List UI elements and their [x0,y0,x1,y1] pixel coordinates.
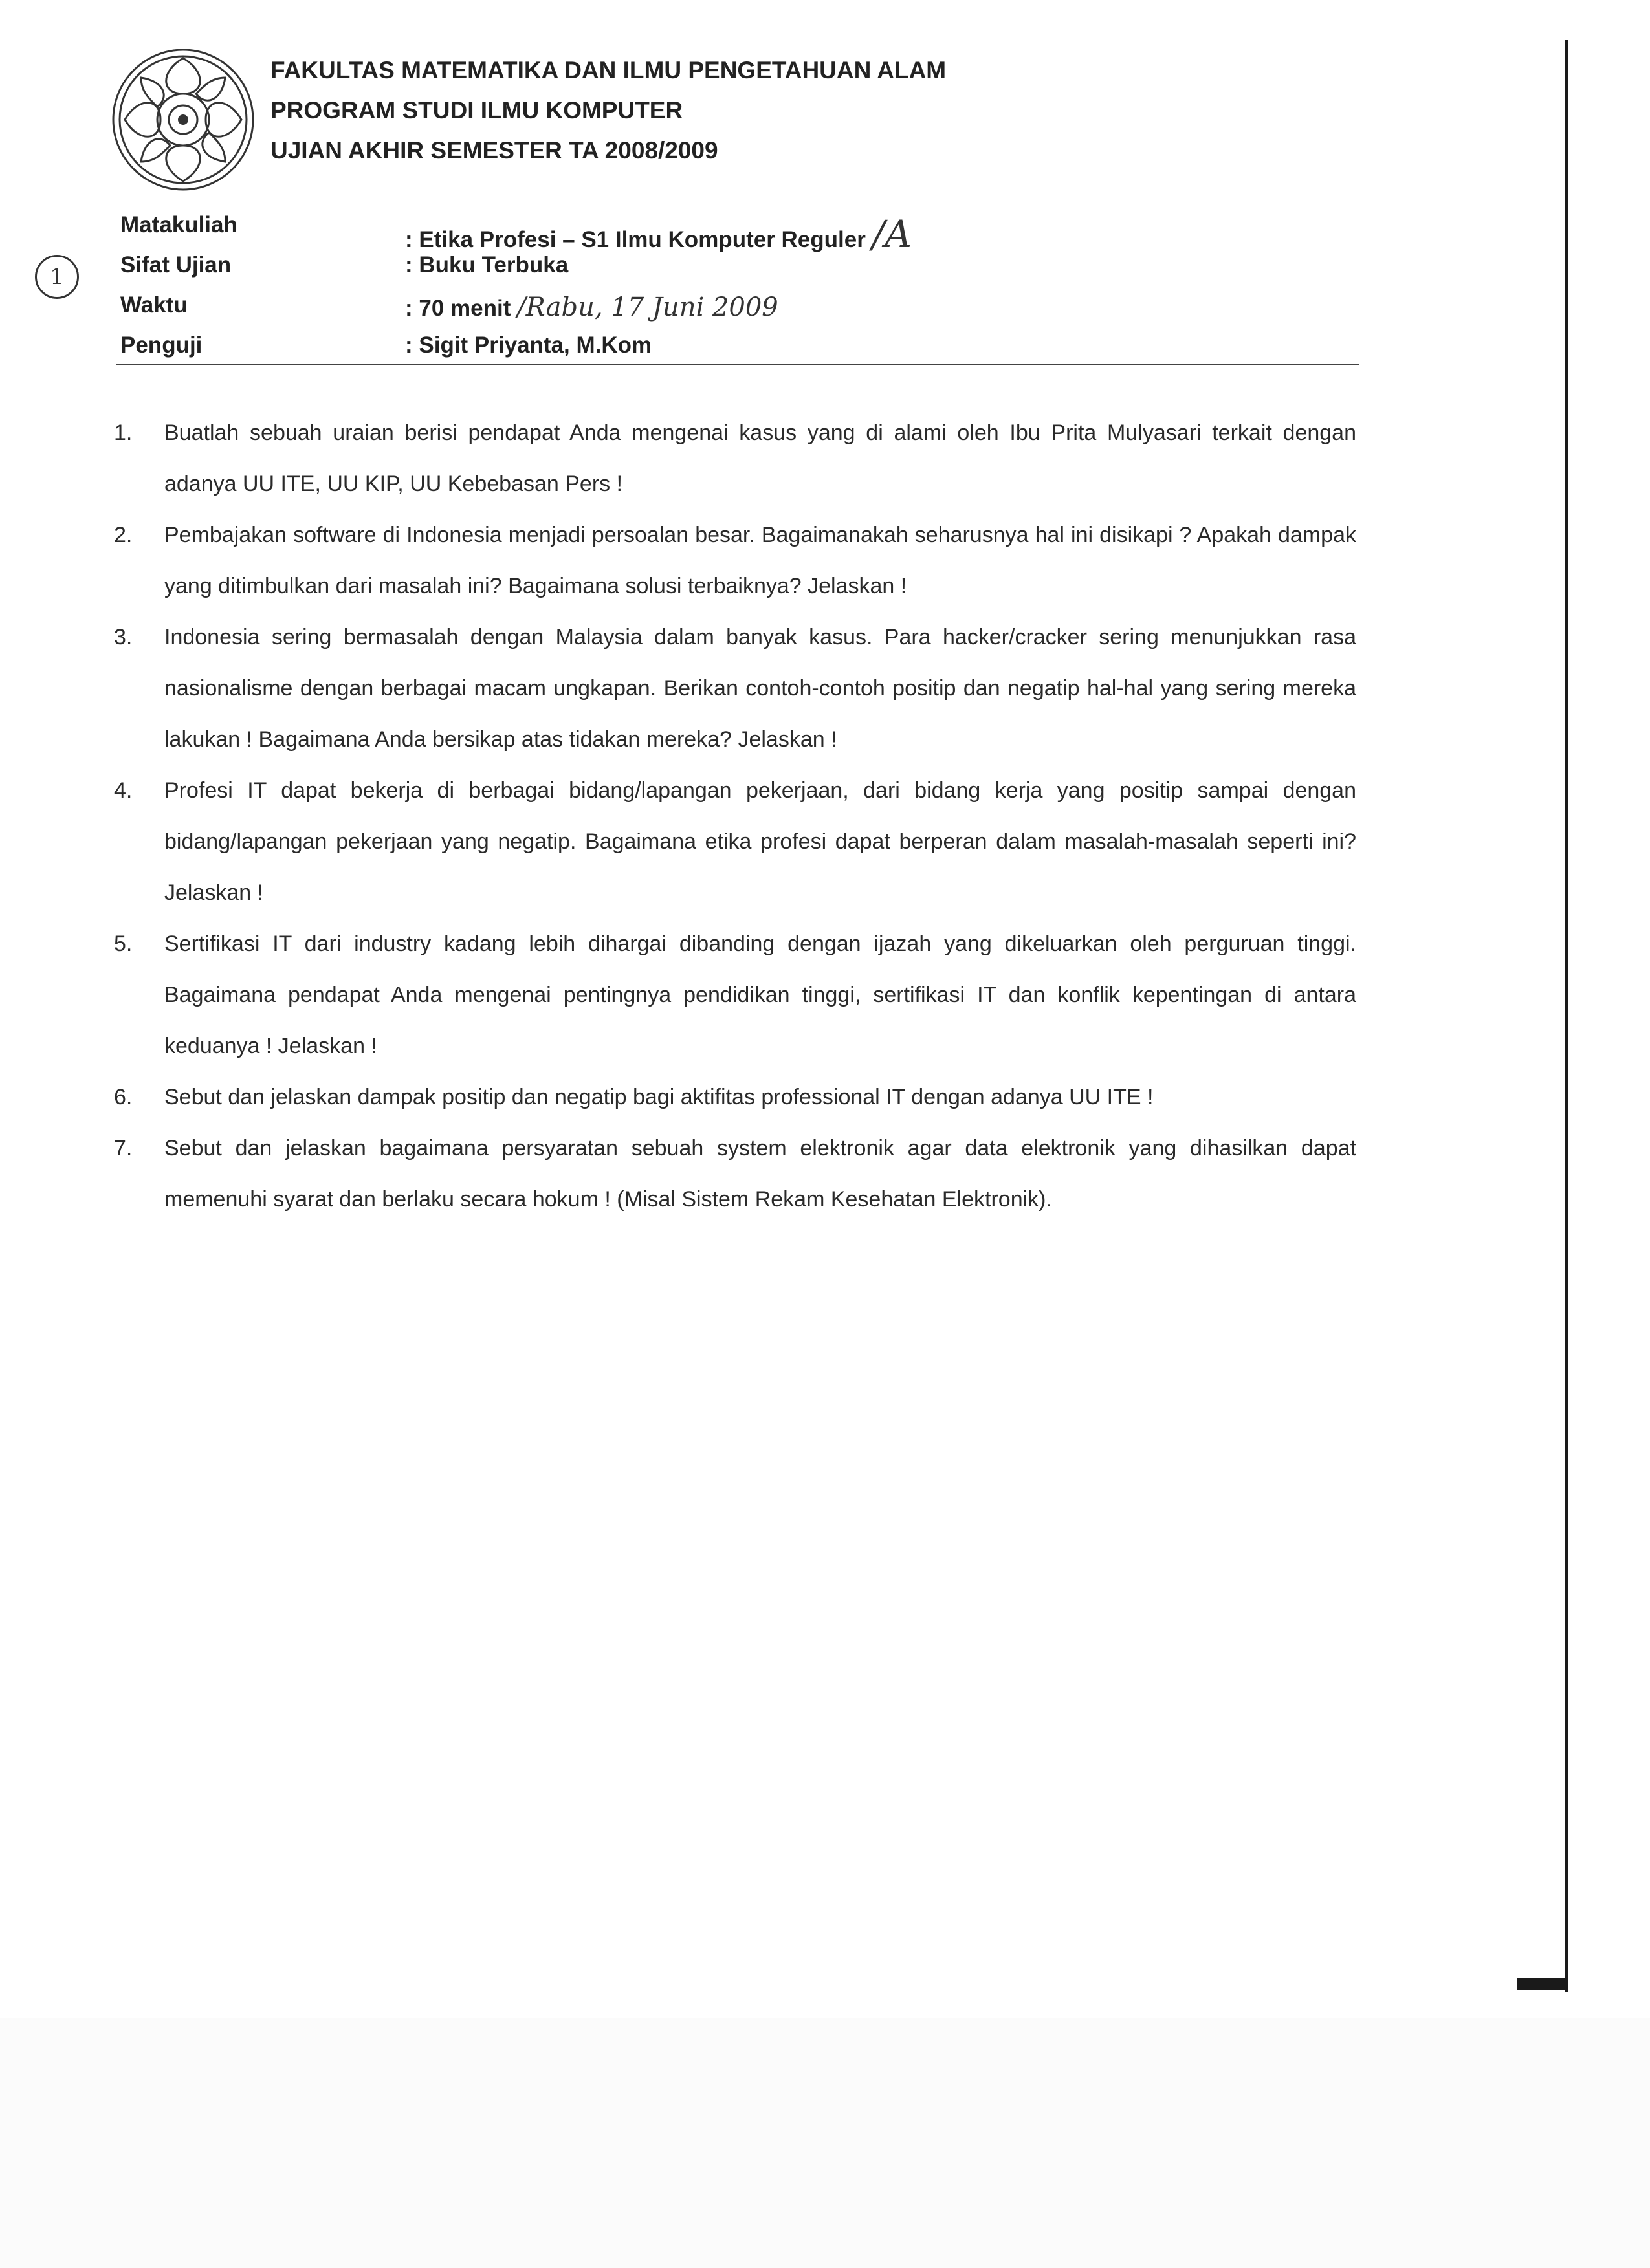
info-value-text: : 70 menit [405,296,511,321]
info-label: Matakuliah [120,212,237,237]
question-item [114,1123,1356,1225]
question-item [114,612,1356,765]
question-number: 3. [114,625,133,649]
scan-edge-right [1565,40,1568,1992]
info-value [405,292,778,322]
info-value-text: : Buku Terbuka [405,252,569,278]
question-text: Pembajakan software di Indonesia menjadi persoalan besar. Bagaimanakah seharusnya hal ini disikapi ? Apakah dampak yang ditimbulkan dari masalah ini? Bagaimana solusi terbaiknya? Jelaskan ! [164,523,1356,598]
info-value [405,252,568,278]
question-number: 2. [114,523,133,547]
exam-header [270,50,946,171]
question-text: Buatlah sebuah uraian berisi pendapat Anda mengenai kasus yang di alami oleh Ibu Prita Mulyasari terkait dengan adanya UU ITE, UU KIP, UU Kebebasan Pers ! [164,420,1356,496]
question-item [114,919,1356,1072]
question-item [114,765,1356,919]
question-item [114,510,1356,612]
program-title: PROGRAM STUDI ILMU KOMPUTER [270,97,683,124]
question-number: 6. [114,1085,133,1109]
university-seal-icon [109,45,258,194]
question-number: 4. [114,778,133,803]
exam-info-table [120,207,1363,367]
question-text: Sebut dan jelaskan dampak positip dan negatip bagi aktifitas professional IT dengan adanya UU ITE ! [164,1085,1154,1109]
info-value-text: : Etika Profesi – S1 Ilmu Komputer Reguler [405,227,866,252]
question-number: 1. [114,420,133,445]
question-number: 5. [114,932,133,956]
header-divider [116,364,1359,365]
info-row-time [120,287,1363,327]
margin-circle-mark: 1 [35,255,79,299]
scan-edge-foot [1517,1978,1566,1990]
question-number: 7. [114,1136,133,1161]
info-label: Waktu [120,292,188,318]
faculty-title: FAKULTAS MATEMATIKA DAN ILMU PENGETAHUAN ALAM [270,57,947,83]
handwritten-date: /Rabu, 17 Juni 2009 [517,292,778,322]
info-row-examiner [120,327,1363,367]
question-text: Indonesia sering bermasalah dengan Malaysia dalam banyak kasus. Para hacker/cracker sering menunjukkan rasa nasionalisme dengan berbagai macam ungkapan. Berikan contoh-contoh positip dan negatip hal-hal yang sering mereka lakukan ! Bagaimana Anda bersikap atas tidakan mereka? Jelaskan ! [164,625,1356,752]
info-value-text: : Sigit Priyanta, M.Kom [405,333,652,358]
handwritten-note: /A [872,212,912,256]
info-row-type [120,247,1363,287]
info-value [405,333,652,358]
info-row-course [120,207,1363,256]
question-item [114,1072,1356,1123]
question-text: Sertifikasi IT dari industry kadang lebih dihargai dibanding dengan ijazah yang dikeluarkan oleh perguruan tinggi. Bagaimana pendapat Anda mengenai pentingnya pendidikan tinggi, sertifikasi IT dan konflik kepentingan di antara keduanya ! Jelaskan ! [164,932,1356,1058]
info-label: Sifat Ujian [120,252,232,278]
question-list [114,408,1356,1225]
info-label: Penguji [120,333,203,358]
question-item [114,408,1356,510]
question-text: Sebut dan jelaskan bagaimana persyaratan sebuah system elektronik agar data elektronik yang dihasilkan dapat memenuhi syarat dan berlaku secara hokum ! (Misal Sistem Rekam Kesehatan Elektronik). [164,1136,1356,1212]
exam-title: UJIAN AKHIR SEMESTER TA 2008/2009 [270,137,718,164]
scan-bottom-area [0,2018,1650,2268]
question-text: Profesi IT dapat bekerja di berbagai bidang/lapangan pekerjaan, dari bidang kerja yang positip sampai dengan bidang/lapangan pekerjaan yang negatip. Bagaimana etika profesi dapat berperan dalam masalah-masalah seperti ini? Jelaskan ! [164,778,1356,905]
